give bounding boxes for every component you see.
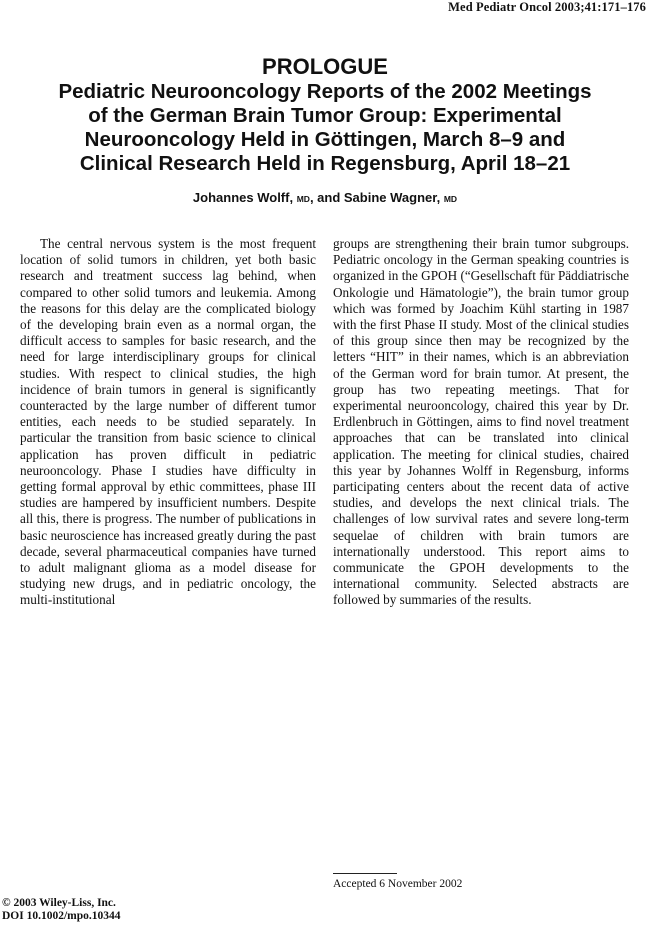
title-line: of the German Brain Tumor Group: Experimental xyxy=(88,104,562,127)
body-column-left xyxy=(20,236,316,609)
article-heading xyxy=(20,54,630,176)
body-paragraph: The central nervous system is the most frequent location of solid tumors in children, yet both basic research and treatment success lag behind, when compared to other solid tumors and leukemia. Among the reasons for this delay are the complicated biology of the developing brain even as a normal organ, the difficult access to samples for basic research, and the need for large interdisciplinary groups for clinical studies. With respect to clinical studies, the high incidence of brain tumors in general is significantly counteracted by the large number of different tumor entities, each needs to be studied separately. In particular the transition from basic science to clinical application has proven difficult in pediatric neurooncology. Phase I studies have difficulty in getting formal approval by ethic committees, phase III studies are hampered by insufficient numbers. Despite all this, there is progress. The number of publications in basic neuroscience has increased greatly during the past decade, several pharmaceutical companies have turned to adult malignant glioma as a model disease for studying new drugs, and in pediatric oncology, the multi-institutional xyxy=(20,236,316,608)
title-line: Neurooncology Held in Göttingen, March 8–9 and xyxy=(84,128,566,151)
title-line: Clinical Research Held in Regensburg, April 18–21 xyxy=(79,152,571,175)
copyright-block xyxy=(2,897,121,923)
footnote-accepted: Accepted 6 November 2002 xyxy=(333,878,463,890)
journal-reference: Med Pediatr Oncol 2003;41:171–176 xyxy=(448,0,646,14)
footnote-divider xyxy=(333,873,397,874)
body-paragraph: groups are strengthening their brain tumor subgroups. Pediatric oncology in the German speaking countries is organized in the GPOH (“Gesellschaft für Päddiatrische Onkologie und Hämatologie”), the brain tumor group which was formed by Joachim Kühl starting in 1987 with the first Phase II study. Most of the clinical studies of this group since then may be recognized by the letters “HIT” in their names, which is an abbreviation of the German word for brain tumor. At present, the group has two repeating meetings. That for experimental neurooncology, chaired this year by Dr. Erdlenbruch in Göttingen, aims to find novel treatment approaches that can be translated into clinical application. The meeting for clinical studies, chaired this year by Johannes Wolff in Regensburg, informs participating centers about the recent data of active studies, and develops the next clinical trials. The challenges of low survival rates and severe long-term sequelae of children with brain tumors are internationally understood. This report aims to communicate the GPOH developments to the international community. Selected abstracts are followed by summaries of the results. xyxy=(333,236,629,608)
author-line xyxy=(0,190,650,205)
body-column-right xyxy=(333,236,629,609)
article-title xyxy=(20,80,630,176)
doi: DOI 10.1002/mpo.10344 xyxy=(2,910,121,922)
title-line: Pediatric Neurooncology Reports of the 2002 Meetings xyxy=(58,80,592,103)
author-name: , and Sabine Wagner, xyxy=(309,190,441,205)
author-degree: MD xyxy=(296,194,310,204)
copyright-notice: © 2003 Wiley-Liss, Inc. xyxy=(2,897,116,909)
section-label: PROLOGUE xyxy=(262,54,388,79)
author-name: Johannes Wolff, xyxy=(192,190,294,205)
author-degree: MD xyxy=(443,194,458,204)
